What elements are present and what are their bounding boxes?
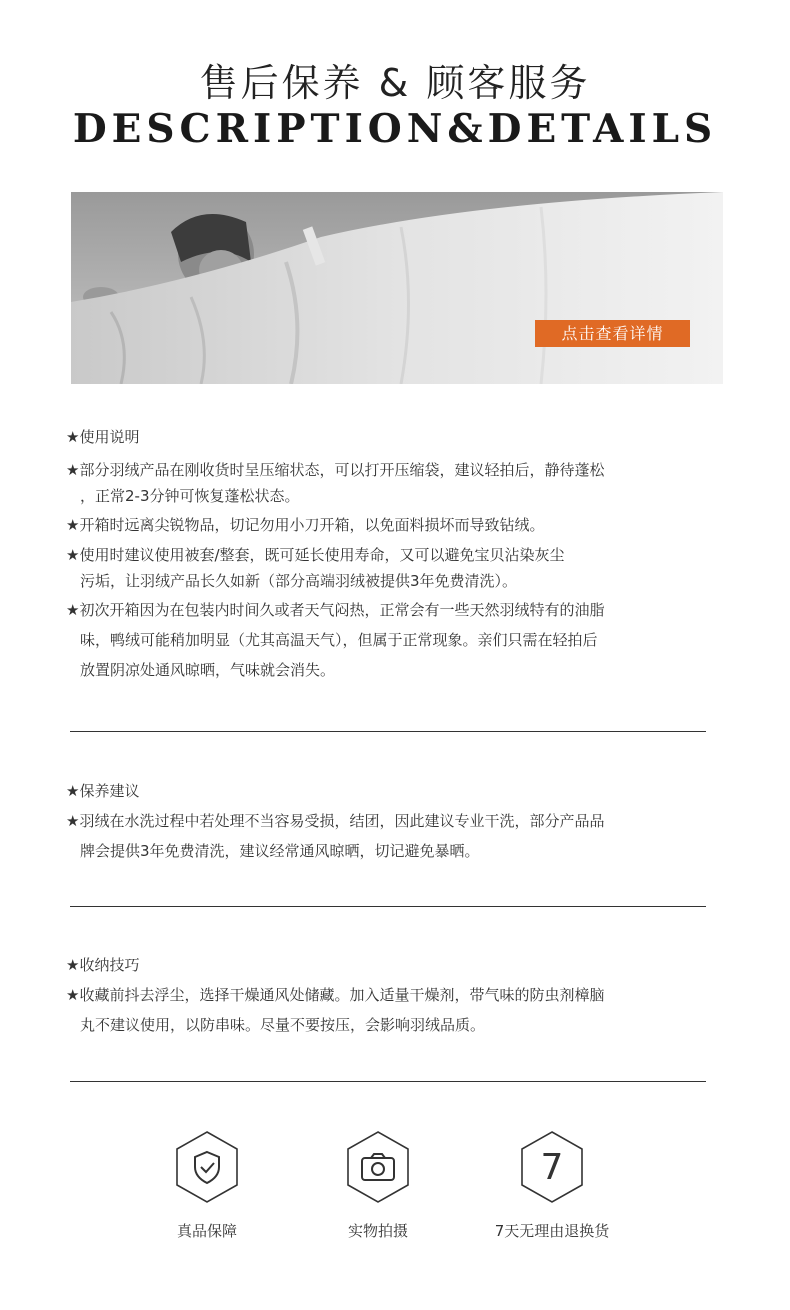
usage-line: 污垢，让羽绒产品长久如新（部分高端羽绒被提供3年免费清洗）。 (80, 572, 518, 590)
divider (70, 906, 706, 907)
divider (70, 1081, 706, 1082)
usage-line: 味，鸭绒可能稍加明显（尤其高温天气），但属于正常现象。亲们只需在轻拍后 (80, 631, 598, 649)
banner-photo (71, 192, 723, 384)
storage-section (66, 950, 716, 1040)
feature-label: 7天无理由退换货 (494, 1222, 610, 1240)
feature-seven-day-return (492, 1130, 612, 1241)
feature-label: 真品保障 (176, 1222, 237, 1240)
page-title-en: DESCRIPTION&DETAILS (72, 106, 718, 152)
usage-line: ★初次开箱因为在包装内时间久或者天气闷热，正常会有一些天然羽绒特有的油脂 (66, 601, 605, 619)
shield-check-icon (174, 1130, 240, 1204)
feature-label: 实物拍摄 (347, 1222, 408, 1240)
usage-line: ★部分羽绒产品在刚收货时呈压缩状态，可以打开压缩袋，建议轻拍后，静待蓬松 (66, 461, 605, 479)
care-section (66, 776, 716, 866)
usage-line: ★使用时建议使用被套/整套，既可延长使用寿命，又可以避免宝贝沾染灰尘 (66, 546, 565, 564)
usage-line: 放置阴凉处通风晾晒，气味就会消失。 (80, 661, 336, 679)
usage-line: ，正常2-3分钟可恢复蓬松状态。 (80, 487, 300, 505)
care-line: ★羽绒在水洗过程中若处理不当容易受损，结团，因此建议专业干洗，部分产品品 (66, 812, 605, 830)
usage-line: ★开箱时远离尖锐物品，切记勿用小刀开箱，以免面料损坏而导致钻绒。 (66, 516, 545, 534)
banner-image[interactable] (71, 192, 723, 384)
care-heading: ★保养建议 (66, 782, 140, 800)
feature-genuine (147, 1130, 267, 1241)
camera-icon (345, 1130, 411, 1204)
storage-heading: ★收纳技巧 (66, 956, 140, 974)
view-details-button[interactable]: 点击查看详情 (535, 320, 690, 347)
feature-real-photo (318, 1130, 438, 1241)
storage-line: ★收藏前抖去浮尘，选择干燥通风处储藏。加入适量干燥剂，带气味的防虫剂樟脑 (66, 986, 605, 1004)
usage-section (66, 422, 716, 685)
seven-icon (519, 1130, 585, 1204)
usage-heading: ★使用说明 (66, 428, 140, 446)
seven-icon-glyph: 7 (540, 1147, 564, 1188)
storage-line: 丸不建议使用，以防串味。尽量不要按压，会影响羽绒品质。 (80, 1016, 486, 1034)
divider (70, 731, 706, 732)
care-line: 牌会提供3年免费清洗，建议经常通风晾晒，切记避免暴晒。 (80, 842, 480, 860)
page-title-cn: 售后保养 & 顾客服务 (199, 61, 591, 105)
